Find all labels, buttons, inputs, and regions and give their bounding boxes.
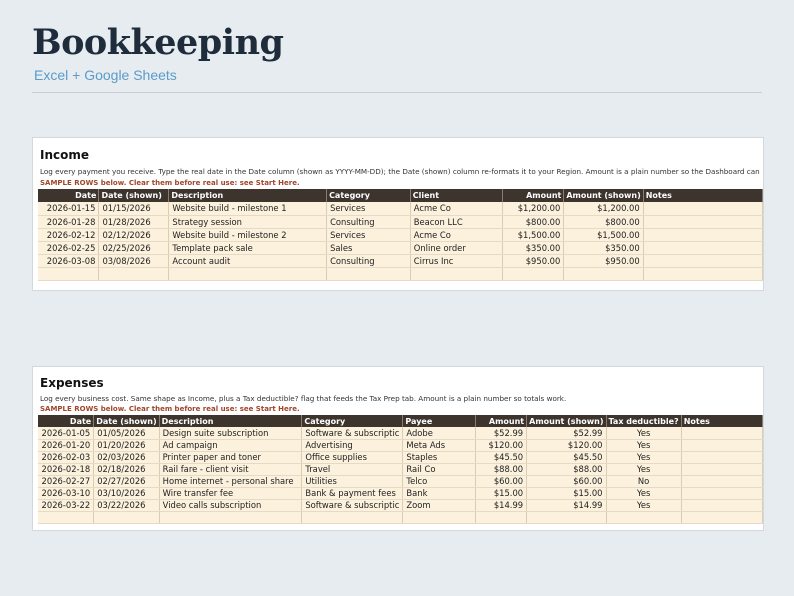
expenses-cell[interactable] xyxy=(38,511,94,523)
expenses-cell[interactable]: Travel xyxy=(302,463,403,475)
expenses-cell[interactable]: Rail fare - client visit xyxy=(159,463,302,475)
expenses-column-header[interactable]: Date (shown) xyxy=(94,415,159,427)
expenses-cell[interactable]: Printer paper and toner xyxy=(159,451,302,463)
expenses-note: Log every business cost. Same shape as Income, plus a Tax deductible? flag that feeds the Tax Prep tab. Amount is a plain number so totals work. xyxy=(40,394,567,403)
income-row xyxy=(38,241,763,254)
expenses-cell[interactable]: $60.00 xyxy=(527,475,606,487)
expenses-cell[interactable]: 02/27/2026 xyxy=(94,475,159,487)
expenses-cell[interactable]: Software & subscriptic xyxy=(302,427,403,439)
expenses-cell[interactable]: Telco xyxy=(403,475,475,487)
income-cell[interactable]: Acme Co xyxy=(410,228,503,241)
income-cell[interactable]: 2026-01-15 xyxy=(38,202,99,215)
expenses-column-header[interactable]: Notes xyxy=(681,415,762,427)
income-cell[interactable]: 02/25/2026 xyxy=(99,241,169,254)
income-cell[interactable]: Account audit xyxy=(169,254,327,267)
expenses-cell[interactable]: $15.00 xyxy=(527,487,606,499)
expenses-cell[interactable]: Bank & payment fees xyxy=(302,487,403,499)
income-cell[interactable]: $1,500.00 xyxy=(564,228,643,241)
expenses-cell[interactable]: $60.00 xyxy=(475,475,526,487)
expenses-cell[interactable]: Rail Co xyxy=(403,463,475,475)
income-cell[interactable]: 2026-02-12 xyxy=(38,228,99,241)
expenses-cell[interactable]: 2026-03-10 xyxy=(38,487,94,499)
expenses-cell[interactable]: 01/20/2026 xyxy=(94,439,159,451)
income-cell[interactable]: $350.00 xyxy=(564,241,643,254)
income-cell[interactable]: Strategy session xyxy=(169,215,327,228)
expenses-cell[interactable]: Design suite subscription xyxy=(159,427,302,439)
expenses-column-header[interactable]: Payee xyxy=(403,415,475,427)
expenses-cell[interactable] xyxy=(527,511,606,523)
income-cell[interactable]: Acme Co xyxy=(410,202,503,215)
expenses-cell[interactable]: 03/22/2026 xyxy=(94,499,159,511)
expenses-cell[interactable] xyxy=(159,511,302,523)
income-cell[interactable] xyxy=(169,267,327,280)
expenses-cell[interactable]: $45.50 xyxy=(527,451,606,463)
expenses-cell[interactable]: No xyxy=(606,475,681,487)
expenses-cell[interactable]: Bank xyxy=(403,487,475,499)
expenses-cell[interactable] xyxy=(94,511,159,523)
income-column-header[interactable]: Description xyxy=(169,189,327,202)
income-cell[interactable] xyxy=(643,267,762,280)
expenses-cell[interactable]: 2026-02-03 xyxy=(38,451,94,463)
expenses-cell[interactable] xyxy=(681,475,762,487)
income-cell[interactable]: $800.00 xyxy=(564,215,643,228)
expenses-cell[interactable] xyxy=(681,439,762,451)
income-cell[interactable] xyxy=(643,228,762,241)
income-cell[interactable] xyxy=(643,241,762,254)
income-cell[interactable]: $800.00 xyxy=(503,215,564,228)
expenses-cell[interactable] xyxy=(681,511,762,523)
income-column-header[interactable]: Client xyxy=(410,189,503,202)
expenses-sheet xyxy=(32,366,764,531)
income-cell[interactable]: 2026-03-08 xyxy=(38,254,99,267)
income-cell[interactable]: $350.00 xyxy=(503,241,564,254)
income-cell[interactable] xyxy=(38,267,99,280)
income-cell[interactable] xyxy=(643,254,762,267)
expenses-column-header[interactable]: Tax deductible? xyxy=(606,415,681,427)
income-cell[interactable]: Website build - milestone 1 xyxy=(169,202,327,215)
income-column-header[interactable]: Amount (shown) xyxy=(564,189,643,202)
expenses-cell[interactable] xyxy=(681,427,762,439)
income-column-header[interactable]: Notes xyxy=(643,189,762,202)
expenses-cell[interactable]: Utilities xyxy=(302,475,403,487)
title-divider xyxy=(32,92,762,93)
expenses-cell[interactable] xyxy=(403,511,475,523)
income-cell[interactable]: 03/08/2026 xyxy=(99,254,169,267)
income-row xyxy=(38,267,763,280)
income-cell[interactable]: 01/28/2026 xyxy=(99,215,169,228)
expenses-cell[interactable]: Yes xyxy=(606,499,681,511)
expenses-cell[interactable]: $52.99 xyxy=(527,427,606,439)
expenses-column-header[interactable]: Amount xyxy=(475,415,526,427)
income-cell[interactable]: Consulting xyxy=(327,215,411,228)
income-row xyxy=(38,228,763,241)
expenses-cell[interactable]: Meta Ads xyxy=(403,439,475,451)
expenses-cell[interactable]: Yes xyxy=(606,487,681,499)
expenses-cell[interactable]: 02/03/2026 xyxy=(94,451,159,463)
income-cell[interactable]: Consulting xyxy=(327,254,411,267)
income-cell[interactable]: Beacon LLC xyxy=(410,215,503,228)
page-title: Bookkeeping xyxy=(32,22,284,63)
expenses-cell[interactable]: $88.00 xyxy=(527,463,606,475)
income-cell[interactable]: 2026-01-28 xyxy=(38,215,99,228)
expenses-cell[interactable]: $45.50 xyxy=(475,451,526,463)
income-table xyxy=(38,189,763,281)
expenses-cell[interactable]: Yes xyxy=(606,451,681,463)
expenses-cell[interactable]: $52.99 xyxy=(475,427,526,439)
income-cell[interactable]: $950.00 xyxy=(503,254,564,267)
expenses-cell[interactable]: $14.99 xyxy=(527,499,606,511)
expenses-cell[interactable]: Staples xyxy=(403,451,475,463)
income-cell[interactable]: 02/12/2026 xyxy=(99,228,169,241)
income-cell[interactable]: 01/15/2026 xyxy=(99,202,169,215)
income-column-header[interactable]: Date xyxy=(38,189,99,202)
income-title: Income xyxy=(40,148,90,162)
expenses-row xyxy=(38,427,763,439)
expenses-cell[interactable]: Software & subscriptic xyxy=(302,499,403,511)
expenses-cell[interactable]: Video calls subscription xyxy=(159,499,302,511)
expenses-cell[interactable]: Yes xyxy=(606,427,681,439)
income-cell[interactable]: $950.00 xyxy=(564,254,643,267)
income-cell[interactable] xyxy=(99,267,169,280)
expenses-column-header[interactable]: Description xyxy=(159,415,302,427)
expenses-cell[interactable]: Yes xyxy=(606,439,681,451)
expenses-sample-note: SAMPLE ROWS below. Clear them before real use: see Start Here. xyxy=(40,405,300,413)
expenses-cell[interactable]: 2026-02-27 xyxy=(38,475,94,487)
expenses-column-header[interactable]: Date xyxy=(38,415,94,427)
expenses-cell[interactable] xyxy=(681,487,762,499)
income-sheet xyxy=(32,137,764,291)
income-row xyxy=(38,202,763,215)
income-cell[interactable]: 2026-02-25 xyxy=(38,241,99,254)
expenses-cell[interactable]: Office supplies xyxy=(302,451,403,463)
income-note: Log every payment you receive. Type the real date in the Date column (shown as YYYY-MM-DD); the Date (shown) column re-formats it to your Region. Amount is a plain number so the Dashboard can xyxy=(40,167,760,176)
expenses-column-header[interactable]: Amount (shown) xyxy=(527,415,606,427)
expenses-cell[interactable]: 2026-03-22 xyxy=(38,499,94,511)
expenses-row xyxy=(38,451,763,463)
expenses-cell[interactable]: Wire transfer fee xyxy=(159,487,302,499)
income-cell[interactable]: Website build - milestone 2 xyxy=(169,228,327,241)
income-cell[interactable]: Cirrus Inc xyxy=(410,254,503,267)
expenses-cell[interactable]: Home internet - personal share xyxy=(159,475,302,487)
expenses-table xyxy=(38,415,763,524)
expenses-row xyxy=(38,499,763,511)
income-cell[interactable] xyxy=(410,267,503,280)
expenses-cell[interactable] xyxy=(681,451,762,463)
expenses-cell[interactable]: 03/10/2026 xyxy=(94,487,159,499)
expenses-row xyxy=(38,439,763,451)
expenses-cell[interactable]: $120.00 xyxy=(527,439,606,451)
expenses-cell[interactable] xyxy=(681,463,762,475)
income-row xyxy=(38,254,763,267)
income-cell[interactable] xyxy=(564,267,643,280)
income-cell[interactable]: $1,200.00 xyxy=(503,202,564,215)
expenses-cell[interactable] xyxy=(302,511,403,523)
expenses-cell[interactable]: Yes xyxy=(606,463,681,475)
expenses-cell[interactable]: Adobe xyxy=(403,427,475,439)
expenses-cell[interactable]: $14.99 xyxy=(475,499,526,511)
expenses-column-header[interactable]: Category xyxy=(302,415,403,427)
income-sample-note: SAMPLE ROWS below. Clear them before real use: see Start Here. xyxy=(40,179,300,187)
expenses-cell[interactable]: $120.00 xyxy=(475,439,526,451)
expenses-row xyxy=(38,463,763,475)
income-column-header[interactable]: Amount xyxy=(503,189,564,202)
expenses-cell[interactable]: 2026-01-20 xyxy=(38,439,94,451)
income-cell[interactable]: Services xyxy=(327,228,411,241)
expenses-cell[interactable]: $15.00 xyxy=(475,487,526,499)
income-cell[interactable] xyxy=(643,202,762,215)
income-cell[interactable] xyxy=(503,267,564,280)
income-cell[interactable]: Services xyxy=(327,202,411,215)
expenses-cell[interactable] xyxy=(681,499,762,511)
income-row xyxy=(38,215,763,228)
page-subtitle: Excel + Google Sheets xyxy=(34,67,177,83)
expenses-cell[interactable]: 02/18/2026 xyxy=(94,463,159,475)
income-cell[interactable]: Sales xyxy=(327,241,411,254)
expenses-cell[interactable]: Ad campaign xyxy=(159,439,302,451)
income-cell[interactable]: Online order xyxy=(410,241,503,254)
expenses-cell[interactable]: 01/05/2026 xyxy=(94,427,159,439)
expenses-cell[interactable]: 2026-01-05 xyxy=(38,427,94,439)
expenses-row xyxy=(38,475,763,487)
income-cell[interactable] xyxy=(327,267,411,280)
income-cell[interactable] xyxy=(643,215,762,228)
expenses-cell[interactable]: Advertising xyxy=(302,439,403,451)
expenses-cell[interactable] xyxy=(475,511,526,523)
expenses-row xyxy=(38,511,763,523)
expenses-row xyxy=(38,487,763,499)
expenses-title: Expenses xyxy=(40,376,104,390)
income-column-header[interactable]: Category xyxy=(327,189,411,202)
expenses-cell[interactable]: 2026-02-18 xyxy=(38,463,94,475)
expenses-cell[interactable] xyxy=(606,511,681,523)
income-column-header[interactable]: Date (shown) xyxy=(99,189,169,202)
expenses-cell[interactable]: Zoom xyxy=(403,499,475,511)
expenses-cell[interactable]: $88.00 xyxy=(475,463,526,475)
income-cell[interactable]: $1,200.00 xyxy=(564,202,643,215)
income-cell[interactable]: $1,500.00 xyxy=(503,228,564,241)
income-cell[interactable]: Template pack sale xyxy=(169,241,327,254)
